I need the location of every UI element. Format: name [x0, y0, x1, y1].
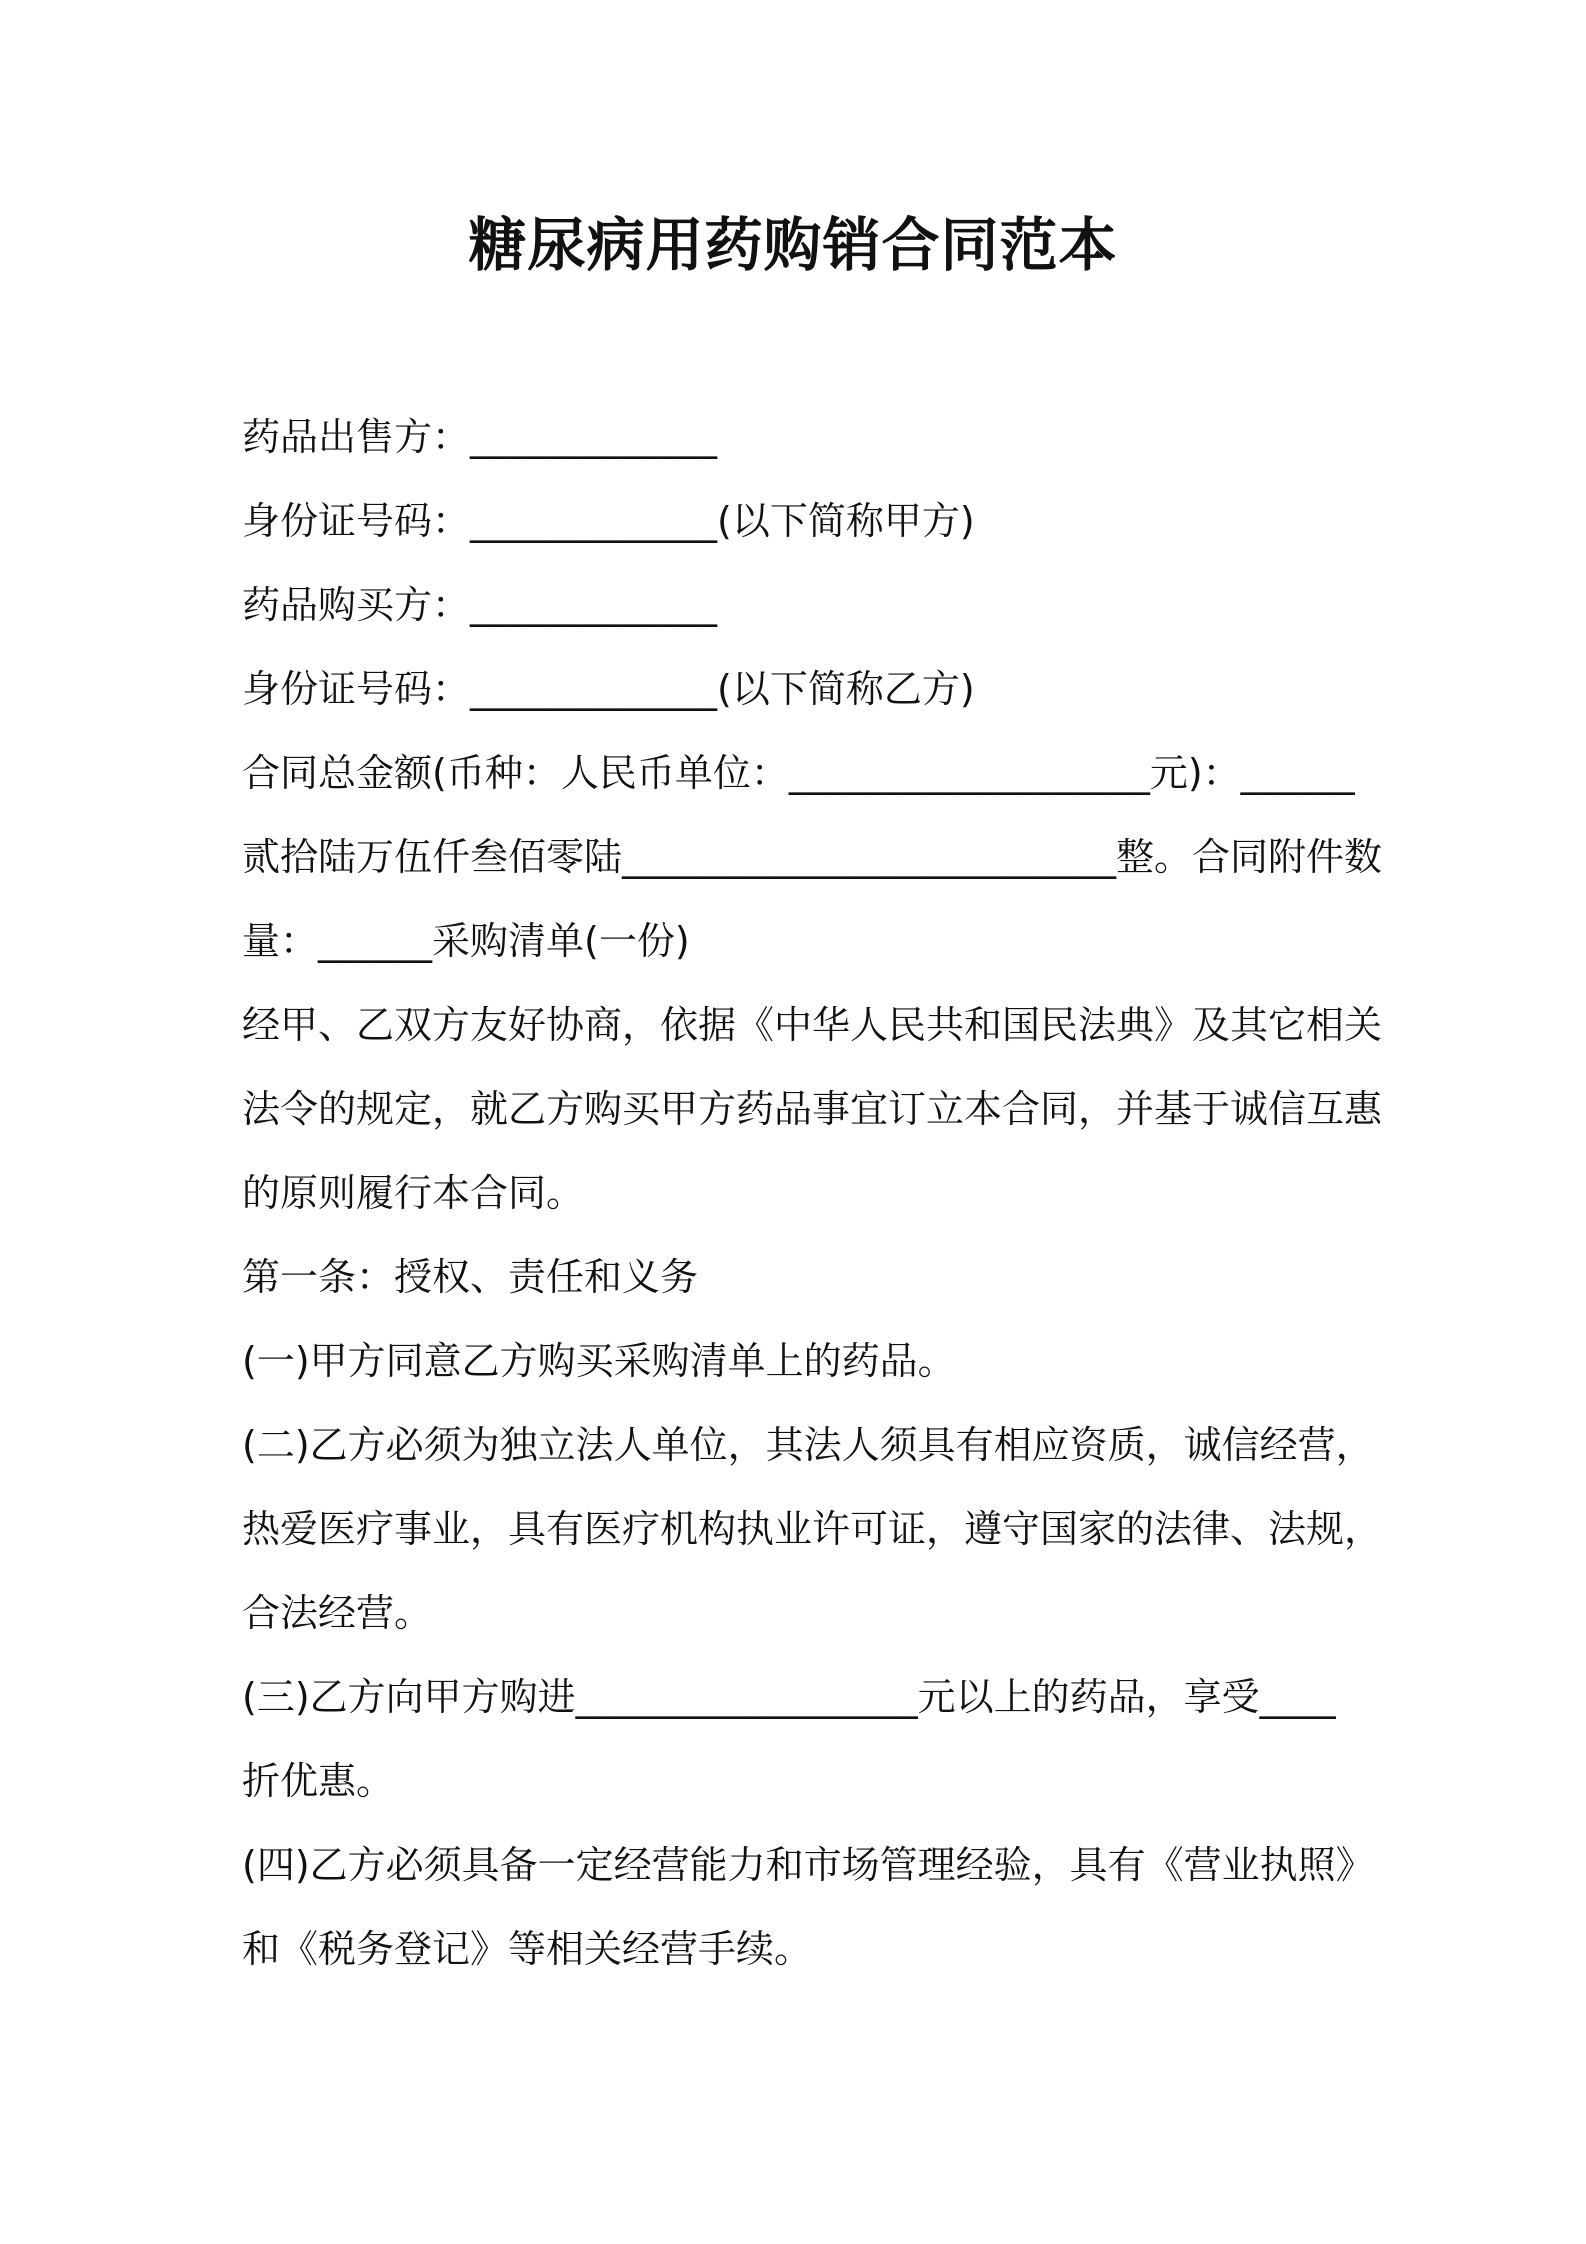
- clause-3-line-2: 折优惠。: [242, 1759, 395, 1803]
- clause-3-line-1: (三)乙方向甲方购进__________________元以上的药品，享受____: [242, 1675, 1336, 1719]
- document-title: 糖尿病用药购销合同范本: [468, 211, 1118, 279]
- seller-id-line: 身份证号码：_____________(以下简称甲方): [242, 499, 975, 543]
- clause-4-line-2: 和《税务登记》等相关经营手续。: [242, 1927, 813, 1971]
- clause-1-line: (一)甲方同意乙方购买采购清单上的药品。: [242, 1339, 956, 1383]
- total-amount-line: 合同总金额(币种：人民币单位：___________________元)：______: [242, 751, 1355, 795]
- document-body: [242, 395, 1383, 1991]
- attachment-line: 量：______采购清单(一份): [242, 919, 690, 963]
- preamble-line-3: 的原则履行本合同。: [242, 1171, 585, 1215]
- buyer-id-line: 身份证号码：_____________(以下简称乙方): [242, 667, 975, 711]
- clause-4-line-1: (四)乙方必须具备一定经营能力和市场管理经验，具有《营业执照》: [242, 1843, 1374, 1887]
- preamble-line-2: 法令的规定，就乙方购买甲方药品事宜订立本合同，并基于诚信互惠: [242, 1087, 1383, 1131]
- clause-2-line-3: 合法经营。: [242, 1591, 433, 1635]
- amount-in-words-line: 贰拾陆万伍仟叁佰零陆__________________________整。合同附件数: [242, 835, 1383, 879]
- clause-2-line-2: 热爱医疗事业，具有医疗机构执业许可证，遵守国家的法律、法规，: [242, 1507, 1383, 1551]
- clause-2-line-1: (二)乙方必须为独立法人单位，其法人须具有相应资质，诚信经营，: [242, 1423, 1374, 1467]
- preamble-line-1: 经甲、乙双方友好协商，依据《中华人民共和国民法典》及其它相关: [242, 1003, 1383, 1047]
- seller-line: 药品出售方：_____________: [242, 415, 718, 459]
- buyer-line: 药品购买方：_____________: [242, 583, 718, 627]
- article-1-heading: 第一条：授权、责任和义务: [242, 1255, 699, 1299]
